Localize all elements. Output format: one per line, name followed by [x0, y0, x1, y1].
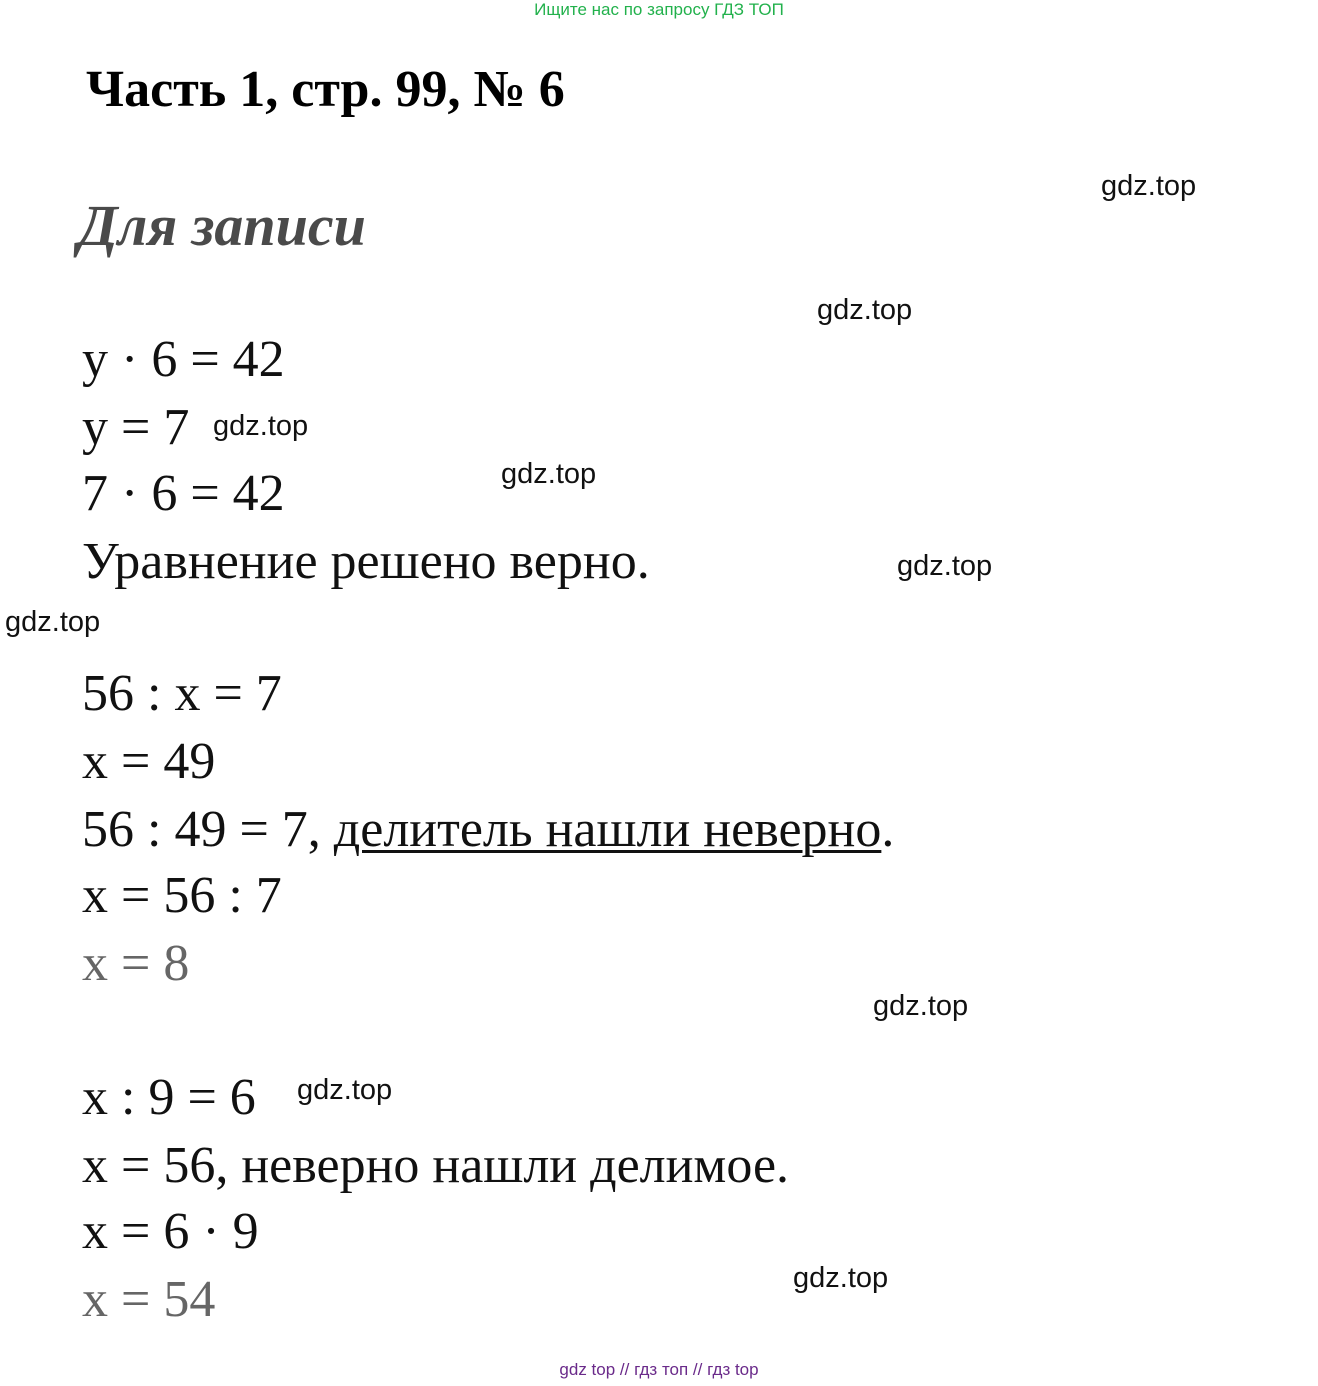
footer-links[interactable]: gdz top // гдз топ // гдз top [559, 1360, 759, 1379]
answer-line: x = 8 [82, 935, 190, 992]
top-banner[interactable]: Ищите нас по запросу ГДЗ ТОП [534, 0, 784, 19]
watermark: gdz.top [213, 410, 309, 442]
equation-line: y · 6 = 42 [82, 331, 285, 388]
equation-line: x = 49 [82, 733, 216, 790]
check-line-suffix: . [881, 801, 895, 858]
watermark: gdz.top [297, 1074, 393, 1106]
check-line-prefix: 56 : 49 = 7, [82, 801, 334, 858]
watermark: gdz.top [897, 550, 993, 582]
equation-line: 7 · 6 = 42 [82, 465, 285, 522]
equation-line: x : 9 = 6 [82, 1069, 256, 1126]
equation-line: y = 7 [82, 399, 190, 456]
equation-line: x = 56 : 7 [82, 867, 282, 924]
conclusion-line: x = 56, неверно нашли делимое. [82, 1137, 790, 1194]
equation-line: 56 : x = 7 [82, 665, 282, 722]
watermark: gdz.top [501, 458, 597, 490]
conclusion-line: Уравнение решено верно. [82, 533, 650, 590]
watermark: gdz.top [1101, 170, 1197, 202]
answer-line: x = 54 [82, 1271, 216, 1328]
equation-line: x = 6 · 9 [82, 1203, 259, 1260]
watermark: gdz.top [5, 606, 101, 638]
check-line [82, 801, 895, 858]
page-title: Часть 1, стр. 99, № 6 [86, 61, 565, 118]
error-note: делитель нашли неверно [333, 801, 882, 858]
section-subtitle: Для записи [78, 193, 366, 258]
watermark: gdz.top [873, 990, 969, 1022]
watermark: gdz.top [793, 1262, 889, 1294]
watermark: gdz.top [817, 294, 913, 326]
